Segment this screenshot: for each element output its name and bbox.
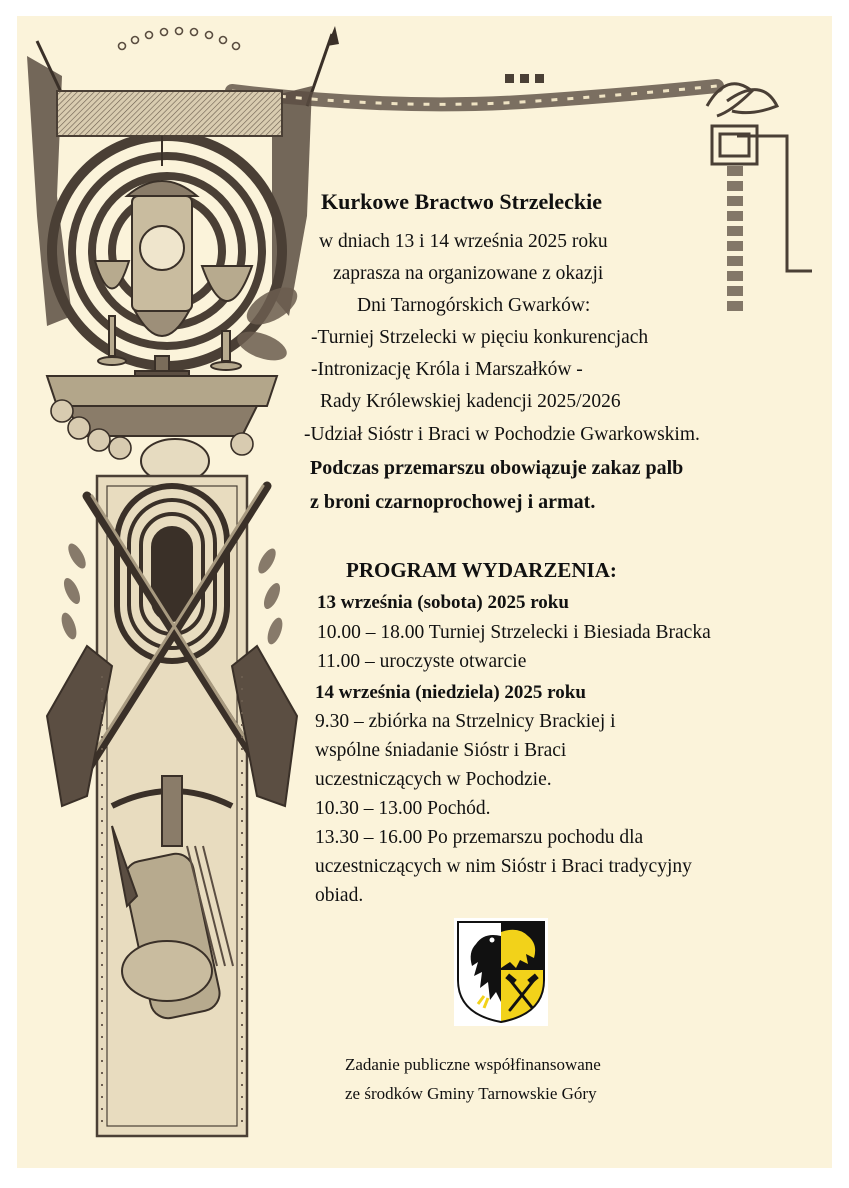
schedule-item: 11.00 – uroczyste otwarcie [317, 651, 527, 672]
event-item: -Intronizację Króla i Marszałków - [311, 359, 583, 380]
schedule-item: 13.30 – 16.00 Po przemarszu pochodu dla [315, 827, 644, 848]
intro-line-occasion: Dni Tarnogórskich Gwarków: [357, 295, 591, 316]
event-item: Rady Królewskiej kadencji 2025/2026 [320, 391, 621, 412]
schedule-item: 10.30 – 13.00 Pochód. [315, 798, 491, 819]
notice-line: Podczas przemarszu obowiązuje zakaz palb [310, 457, 684, 479]
schedule-item: uczestniczących w nim Sióstr i Braci tradycyjny [315, 856, 692, 877]
funding-note: ze środków Gminy Tarnowskie Góry [345, 1084, 597, 1103]
schedule-item: uczestniczących w Pochodzie. [315, 769, 552, 790]
poster-page [17, 16, 832, 1168]
funding-note: Zadanie publiczne współfinansowane [345, 1055, 601, 1074]
title: Kurkowe Bractwo Strzeleckie [321, 189, 603, 214]
event-item: -Turniej Strzelecki w pięciu konkurencjach [311, 327, 649, 348]
program-heading: PROGRAM WYDARZENIA: [346, 558, 617, 582]
intro-line-dates: w dniach 13 i 14 września 2025 roku [319, 231, 608, 252]
schedule-item: wspólne śniadanie Sióstr i Braci [315, 740, 567, 761]
event-item: -Udział Sióstr i Braci w Pochodzie Gwarkowskim. [304, 424, 700, 445]
schedule-item: 10.00 – 18.00 Turniej Strzelecki i Biesiada Bracka [317, 622, 711, 643]
day1-title: 13 września (sobota) 2025 roku [317, 592, 569, 613]
notice-line: z broni czarnoprochowej i armat. [310, 491, 596, 513]
schedule-item: 9.30 – zbiórka na Strzelnicy Brackiej i [315, 711, 616, 732]
intro-line-invite: zaprasza na organizowane z okazji [333, 263, 604, 284]
schedule-item: obiad. [315, 885, 364, 906]
day2-title: 14 września (niedziela) 2025 roku [315, 682, 586, 703]
coat-of-arms-icon [454, 918, 548, 1026]
